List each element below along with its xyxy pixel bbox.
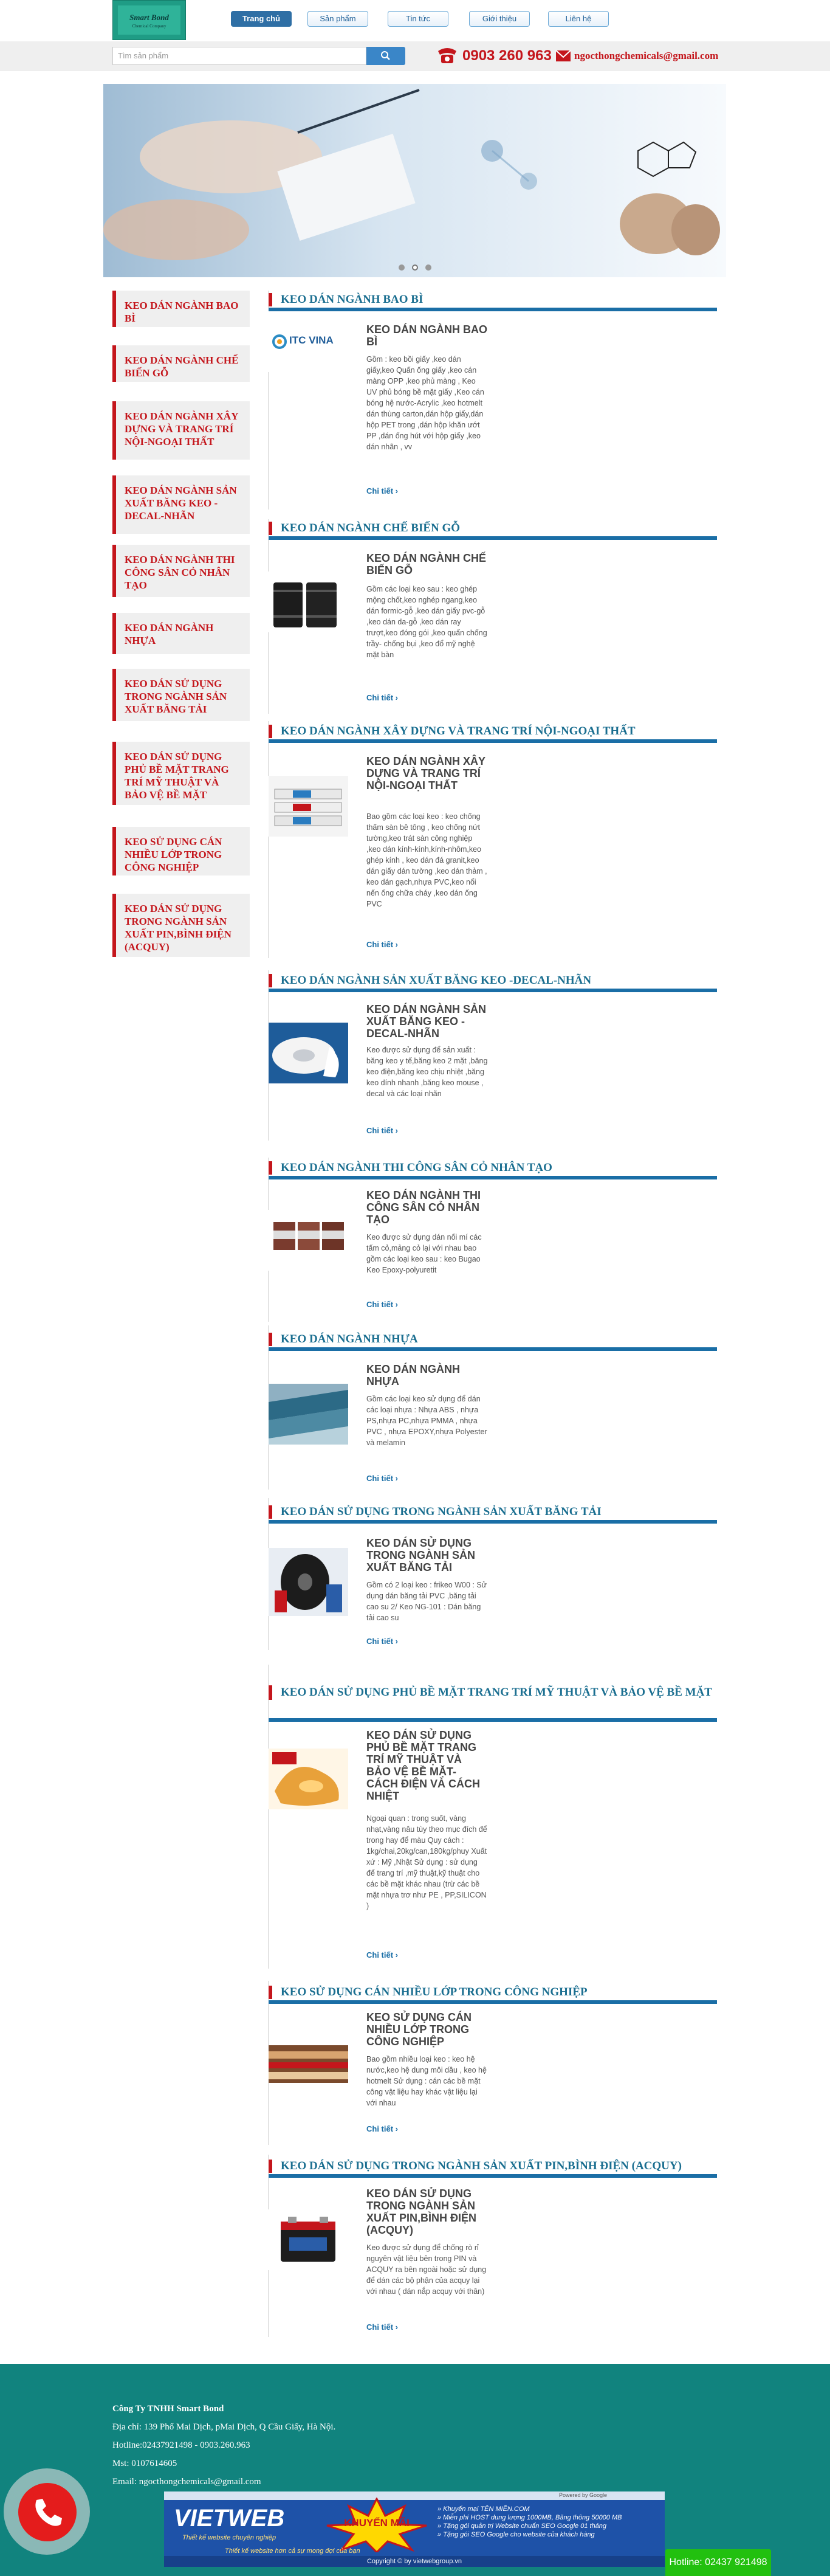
footer-tax-code: Mst: 0107614605 (112, 2459, 177, 2468)
product-image[interactable] (269, 776, 348, 837)
section-title[interactable]: KEO DÁN NGÀNH SẢN XUẤT BĂNG KEO -DECAL-NHÃN (269, 974, 717, 987)
product-description: Bao gồm các loại keo : keo chống thấm sàn bê tông , keo chống nứt tường,keo trát sàn công nghiệp ,keo dán kính-kính,kính-nhôm,keo ghép kính , keo dán đá granit,keo dán giấy dán tường ,keo dán thảm , keo dán gạch,nhựa PVC,keo nổi nến ống chữa cháy ,keo dán ống PVC (366, 812, 487, 908)
nav-products[interactable]: Sản phẩm (307, 11, 368, 27)
sidebar-item-che-bien-go[interactable]: KEO DÁN NGÀNH CHẾ BIẾN GỖ (112, 345, 250, 382)
read-more-link[interactable]: Chi tiết › (366, 1474, 399, 1483)
plastic-sheets-image (269, 1384, 348, 1445)
slider-dot-active[interactable] (412, 264, 418, 271)
ad-line: » Tặng gói quản trị Website chuẩn SEO Google 01 tháng (437, 2522, 607, 2530)
conveyor-roll-image (269, 1548, 348, 1616)
read-more-link[interactable]: Chi tiết › (366, 940, 399, 949)
slider-dots (103, 263, 726, 274)
section-title[interactable]: KEO DÁN SỬ DỤNG TRONG NGÀNH SẢN XUẤT BĂNG TẢI (269, 1505, 717, 1519)
product-image[interactable] (269, 1384, 348, 1445)
product-image[interactable] (269, 1749, 348, 1809)
product-title[interactable]: KEO DÁN SỬ DỤNG PHỦ BỀ MẶT TRANG TRÍ MỸ THUẬT VÀ BẢO VỆ BỀ MẶT- CÁCH ĐIỆN VÀ CÁCH NHIỆT (366, 1729, 481, 1802)
sidebar-item-acquy[interactable]: KEO DÁN SỬ DỤNG TRONG NGÀNH SẢN XUẤT PIN,BÌNH ĐIỆN (ACQUY) (112, 894, 250, 957)
product-description: Gồm các loại keo sau : keo ghép mộng chốt,keo nghép ngang,keo dán formic-gỗ ,keo dán giấy pvc-gỗ ,keo dán da-gỗ ,keo dán ray trượt,keo đóng gói ,keo quấn chống trầy- chống bụi ,keo đổ mỹ nghệ mặt bàn (366, 585, 487, 659)
product-description: Keo được sử dụng dán nối mí các tấm cỏ,mảng cỏ lại với nhau bao gồm các loại keo sau : keo Bugao Keo Epoxy-polyuretit (366, 1233, 482, 1274)
floating-hotline-badge[interactable]: Hotline: 02437 921498 (665, 2549, 771, 2576)
section-underline (269, 739, 717, 743)
section-underline (269, 1520, 717, 1524)
read-more-link[interactable]: Chi tiết › (366, 1126, 399, 1135)
read-more-label: Chi tiết (366, 486, 394, 496)
ad-copyright: Copyright © by vietwebgroup.vn (164, 2556, 665, 2567)
section-underline (269, 2174, 717, 2178)
read-more-label: Chi tiết (366, 1950, 394, 1960)
product-title[interactable]: KEO DÁN NGÀNH BAO BÌ (366, 323, 488, 348)
hero-slider[interactable] (103, 84, 726, 277)
hotline-phone[interactable]: 0903 260 963 (462, 47, 552, 64)
sidebar-item-san-co[interactable]: KEO DÁN NGÀNH THI CÔNG SÂN CỎ NHÂN TẠO (112, 545, 250, 597)
vietweb-ad-banner[interactable] (164, 2491, 665, 2567)
logo[interactable] (112, 0, 186, 40)
read-more-link[interactable]: Chi tiết › (366, 693, 399, 702)
ad-line: » Khuyến mại TÊN MIỀN.COM (437, 2505, 530, 2513)
logo-text: Smart Bond (129, 13, 169, 22)
laminate-image (269, 2045, 348, 2083)
section-title[interactable]: KEO DÁN NGÀNH NHỰA (269, 1333, 717, 1346)
section-underline (269, 536, 717, 540)
call-button[interactable] (18, 2483, 77, 2541)
section-underline (269, 2000, 717, 2004)
product-description: Keo được sử dụng để sản xuất : băng keo y tế,băng keo 2 mặt ,băng keo điện,băng keo chịu nhiệt ,băng keo dính nhanh ,băng keo mouse , decal và các loại nhãn (366, 1046, 488, 1098)
section-title[interactable]: KEO DÁN NGÀNH CHẾ BIẾN GỖ (269, 522, 717, 535)
footer-address: Địa chỉ: 139 Phố Mai Dịch, pMai Dịch, Q Cầu Giấy, Hà Nội. (112, 2422, 336, 2432)
section-underline (269, 989, 717, 992)
section-underline (269, 1347, 717, 1351)
read-more-link[interactable]: Chi tiết › (366, 2322, 399, 2332)
ad-slogan: Thiết kế website chuyên nghiệp (182, 2534, 276, 2541)
product-image[interactable] (269, 1210, 348, 1271)
ad-tagline: Thiết kế website hơn cả sự mong đợi của bạn (225, 2547, 360, 2555)
nav-news[interactable]: Tin tức (388, 11, 448, 27)
read-more-label: Chi tiết (366, 940, 394, 949)
sidebar-item-bang-keo[interactable]: KEO DÁN NGÀNH SẢN XUẤT BĂNG KEO -DECAL-NHÃN (112, 475, 250, 534)
footer-hotline: Hotline:02437921498 - 0903.260.963 (112, 2440, 250, 2450)
product-title[interactable]: KEO DÁN NGÀNH NHỰA (366, 1363, 461, 1387)
sidebar-item-nhua[interactable]: KEO DÁN NGÀNH NHỰA (112, 613, 250, 654)
product-image[interactable] (269, 1548, 348, 1616)
phone-handset-icon (18, 2483, 77, 2541)
section-title[interactable]: KEO DÁN SỬ DỤNG PHỦ BỀ MẶT TRANG TRÍ MỸ THUẬT VÀ BẢO VỆ BỀ MẶT (269, 1685, 717, 1700)
search-input[interactable]: Tìm sản phẩm (112, 47, 366, 65)
sidebar-item-xay-dung[interactable]: KEO DÁN NGÀNH XÂY DỰNG VÀ TRANG TRÍ NỘI-NGOẠI THẤT (112, 401, 250, 460)
read-more-label: Chi tiết (366, 1300, 394, 1309)
section-underline (269, 1718, 717, 1722)
read-more-label: Chi tiết (366, 1126, 394, 1135)
read-more-link[interactable]: Chi tiết › (366, 1300, 399, 1309)
sidebar-item-phu-be-mat[interactable]: KEO DÁN SỬ DỤNG PHỦ BỀ MẶT TRANG TRÍ MỸ THUẬT VÀ BẢO VỆ BỀ MẶT (112, 742, 250, 805)
product-image[interactable] (269, 2209, 348, 2270)
phone-icon (436, 46, 459, 66)
glue-cans-image (269, 1210, 348, 1271)
read-more-link[interactable]: Chi tiết › (366, 1637, 399, 1646)
read-more-link[interactable]: Chi tiết › (366, 1950, 399, 1960)
drums-image (269, 571, 348, 632)
product-title[interactable]: KEO DÁN NGÀNH THI CÔNG SÂN CỎ NHÂN TẠO (366, 1189, 481, 1226)
header-email[interactable]: ngocthongchemicals@gmail.com (574, 50, 719, 61)
search-icon (366, 47, 405, 65)
ad-line: » Miễn phí HOST dung lượng 1000MB, Băng thông 50000 MB (437, 2514, 622, 2521)
product-title[interactable]: KEO DÁN SỬ DỤNG TRONG NGÀNH SẢN XUẤT BĂNG TẢI (366, 1537, 475, 1573)
hero-image (103, 84, 726, 277)
product-image[interactable] (269, 2045, 348, 2083)
read-more-link[interactable]: Chi tiết › (366, 486, 399, 496)
sidebar-item-can-nhieu-lop[interactable]: KEO SỬ DỤNG CÁN NHIỀU LỚP TRONG CÔNG NGHIỆP (112, 827, 250, 875)
product-description: Gồm các loại keo sử dụng để dán các loại nhựa : Nhựa ABS , nhựa PS,nhựa PC,nhựa PMMA , nhựa PVC , nhựa EPOXY,nhựa Polyester và melamin (366, 1395, 487, 1447)
logo-subtext: Chemical Company (132, 24, 166, 29)
product-description: Keo được sử dụng để chống rò rỉ nguyên vật liệu bên trong PIN và ACQUY ra bên ngoài hoặc sử dụng để dán các bộ phận của acquy lại với nhau ( dán nắp acquy với thân) (366, 2243, 487, 2296)
nav-home[interactable]: Trang chủ (231, 11, 292, 27)
battery-image (269, 2209, 348, 2270)
section-title[interactable]: KEO DÁN NGÀNH XÂY DỰNG VÀ TRANG TRÍ NỘI-NGOẠI THẤT (269, 725, 717, 738)
section-title[interactable]: KEO DÁN SỬ DỤNG TRONG NGÀNH SẢN XUẤT PIN,BÌNH ĐIỆN (ACQUY) (269, 2160, 717, 2173)
slider-dot[interactable] (399, 264, 405, 271)
product-description: Gồm có 2 loại keo : frikeo W00 : Sử dụng dán băng tải PVC ,băng tải cao su 2/ Keo NG-101 : Dán băng tải cao su (366, 1581, 487, 1622)
resin-coating-image (269, 1749, 348, 1809)
itc-logo-text: ITC VINA (289, 334, 334, 346)
footer-email[interactable]: Email: ngocthongchemicals@gmail.com (112, 2477, 261, 2487)
product-image[interactable] (269, 311, 348, 372)
product-description: Gồm : keo bồi giấy ,keo dán giấy,keo Quấn ống giấy ,keo cán màng OPP ,keo phủ màng , Keo UV phủ bóng bề mặt giấy ,Keo cán bóng hệ nước-Acrylic ,keo hotmelt dán thùng carton,dán hộp giấy,dán hộp PET trong ,dán hộp khăn ướt PP ,dán ống hút với hộp giấy ,keo dán nhãn , vv (366, 355, 484, 451)
ad-brand: VIETWEB (174, 2505, 285, 2532)
sidebar-item-bang-tai[interactable]: KEO DÁN SỬ DỤNG TRONG NGÀNH SẢN XUẤT BĂNG TẢI (112, 669, 250, 721)
product-title[interactable]: KEO DÁN NGÀNH SẢN XUẤT BĂNG KEO -DECAL-NHÃN (366, 1003, 487, 1040)
product-image[interactable] (269, 1023, 348, 1083)
product-description: Ngoại quan : trong suốt, vàng nhạt,vàng nâu tùy theo mục đích để trong hay để màu Quy cách : 1kg/chai,20kg/can,180kg/phuy Xuất xứ : Mỹ ,Nhật Sử dụng : sử dụng để trang trí ,mỹ thuật,kỹ thuật cho các bề mặt khác nhau (trừ các bề mặt nhựa trơ như PE , PP,SILICON ) (366, 1814, 487, 1910)
read-more-label: Chi tiết (366, 2124, 394, 2133)
sidebar-item-bao-bi[interactable]: KEO DÁN NGÀNH BAO BÌ (112, 291, 250, 327)
product-title[interactable]: KEO SỬ DỤNG CÁN NHIỀU LỚP TRONG CÔNG NGHIỆP (366, 2011, 472, 2048)
section-title[interactable]: KEO SỬ DỤNG CÁN NHIỀU LỚP TRONG CÔNG NGHIỆP (269, 1986, 717, 1999)
read-more-label: Chi tiết (366, 1474, 394, 1483)
section-title[interactable]: KEO DÁN NGÀNH BAO BÌ (269, 293, 717, 306)
product-description: Bao gồm nhiều loại keo : keo hệ nước,keo hệ dung môi dầu , keo hệ hotmelt Sử dụng : cán các bề mặt công vật liệu hay khác vật liệu lại với nhau (366, 2055, 487, 2107)
product-title[interactable]: KEO DÁN NGÀNH XÂY DỰNG VÀ TRANG TRÍ NỘI-NGOẠI THẤT (366, 755, 485, 792)
slider-dot[interactable] (425, 264, 431, 271)
footer-company: Công Ty TNHH Smart Bond (112, 2404, 224, 2414)
ad-promo: KHUYẾN MÃI (344, 2517, 410, 2529)
section-underline (269, 1176, 717, 1179)
nav-about[interactable]: Giới thiệu (469, 11, 530, 27)
tape-roll-image (269, 1023, 348, 1083)
nav-contact[interactable]: Liên hệ (548, 11, 609, 27)
ad-lines (437, 2505, 622, 2539)
section-title[interactable]: KEO DÁN NGÀNH THI CÔNG SÂN CỎ NHÂN TẠO (269, 1161, 717, 1175)
ad-line: » Tặng gói SEO Google cho website của khách hàng (437, 2531, 595, 2538)
read-more-label: Chi tiết (366, 693, 394, 702)
envelope-icon (555, 49, 571, 63)
site-header (0, 0, 830, 41)
search-button[interactable] (366, 47, 405, 65)
read-more-label: Chi tiết (366, 1637, 394, 1646)
product-title[interactable]: KEO DÁN SỬ DỤNG TRONG NGÀNH SẢN XUẤT PIN,BÌNH ĐIỆN (ACQUY) (366, 2188, 477, 2236)
read-more-label: Chi tiết (366, 2322, 394, 2332)
read-more-link[interactable]: Chi tiết › (366, 2124, 399, 2133)
ad-search-label: Powered by Google (559, 2492, 608, 2498)
product-image[interactable] (269, 571, 348, 632)
sealant-tubes-image (269, 776, 348, 837)
product-title[interactable]: KEO DÁN NGÀNH CHẾ BIẾN GỖ (366, 552, 487, 576)
